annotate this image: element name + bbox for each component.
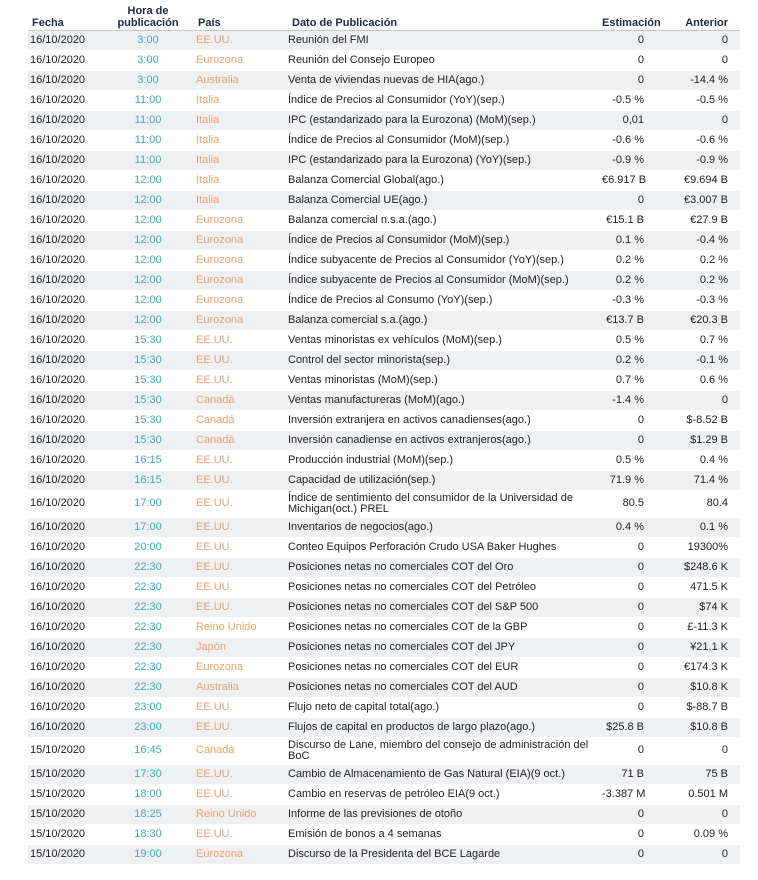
row-country: EE.UU. (188, 470, 280, 490)
row-previous: 0.501 M (670, 784, 740, 804)
table-row[interactable] (28, 230, 740, 250)
row-estimate: 0 (598, 804, 670, 824)
row-estimate: 0 (598, 697, 670, 717)
row-time: 22:30 (108, 597, 188, 617)
row-previous: 0 (670, 804, 740, 824)
row-country: Eurozona (188, 657, 280, 677)
row-country: Italia (188, 170, 280, 190)
row-estimate: 0 (598, 30, 670, 50)
row-date: 16/10/2020 (28, 350, 108, 370)
row-previous: -0.6 % (670, 130, 740, 150)
row-estimate: 0 (598, 657, 670, 677)
row-event: IPC (estandarizado para la Eurozona) (MoM)(sep.) (280, 110, 598, 130)
table-row[interactable] (28, 697, 740, 717)
row-date: 16/10/2020 (28, 410, 108, 430)
table-row[interactable] (28, 470, 740, 490)
calendar-table (28, 0, 740, 865)
table-row[interactable] (28, 350, 740, 370)
row-date: 16/10/2020 (28, 330, 108, 350)
row-estimate: 0,01 (598, 110, 670, 130)
row-estimate: 0 (598, 410, 670, 430)
row-previous: 19300% (670, 537, 740, 557)
row-previous: 0.1 % (670, 517, 740, 537)
table-row[interactable] (28, 150, 740, 170)
table-row[interactable] (28, 517, 740, 537)
row-event: Posiciones netas no comerciales COT del Oro (280, 557, 598, 577)
row-time: 15:30 (108, 410, 188, 430)
row-date: 16/10/2020 (28, 617, 108, 637)
row-event: Flujos de capital en productos de largo plazo(ago.) (280, 717, 598, 737)
row-date: 16/10/2020 (28, 230, 108, 250)
row-event: Reunión del FMI (280, 30, 598, 50)
table-row[interactable] (28, 290, 740, 310)
row-event: Índice de sentimiento del consumidor de la Universidad de Michigan(oct.) PREL (280, 490, 598, 517)
row-previous: €9.694 B (670, 170, 740, 190)
row-date: 16/10/2020 (28, 290, 108, 310)
row-event: Balanza comercial n.s.a.(ago.) (280, 210, 598, 230)
row-estimate: 0 (598, 677, 670, 697)
row-time: 15:30 (108, 430, 188, 450)
row-estimate: 0 (598, 824, 670, 844)
row-date: 15/10/2020 (28, 737, 108, 764)
row-time: 3:00 (108, 30, 188, 50)
row-event: Cambio en reservas de petróleo EIA(9 oct.) (280, 784, 598, 804)
row-date: 16/10/2020 (28, 537, 108, 557)
row-time: 22:30 (108, 657, 188, 677)
row-event: Flujo neto de capital total(ago.) (280, 697, 598, 717)
row-estimate: 0 (598, 190, 670, 210)
row-previous: 471.5 K (670, 577, 740, 597)
row-event: Discurso de Lane, miembro del consejo de administración del BoC (280, 737, 598, 764)
row-event: Índice de Precios al Consumo (YoY)(sep.) (280, 290, 598, 310)
row-country: EE.UU. (188, 537, 280, 557)
row-event: Inventarios de negocios(ago.) (280, 517, 598, 537)
row-event: IPC (estandarizado para la Eurozona) (YoY)(sep.) (280, 150, 598, 170)
row-estimate: -0.9 % (598, 150, 670, 170)
row-date: 16/10/2020 (28, 210, 108, 230)
row-estimate: €15.1 B (598, 210, 670, 230)
row-time: 12:00 (108, 290, 188, 310)
row-previous: $248.6 K (670, 557, 740, 577)
row-date: 15/10/2020 (28, 804, 108, 824)
row-time: 3:00 (108, 70, 188, 90)
row-time: 12:00 (108, 190, 188, 210)
row-estimate: 0 (598, 617, 670, 637)
row-estimate: €6.917 B (598, 170, 670, 190)
column-header-country[interactable]: País (198, 16, 221, 29)
row-country: Eurozona (188, 230, 280, 250)
row-date: 16/10/2020 (28, 70, 108, 90)
row-estimate: -0.5 % (598, 90, 670, 110)
row-country: Australia (188, 677, 280, 697)
row-previous: 71.4 % (670, 470, 740, 490)
row-country: Australia (188, 70, 280, 90)
row-date: 15/10/2020 (28, 784, 108, 804)
row-previous: €3.007 B (670, 190, 740, 210)
column-header-date[interactable]: Fecha (32, 16, 64, 29)
row-date: 16/10/2020 (28, 470, 108, 490)
row-event: Ventas minoristas (MoM)(sep.) (280, 370, 598, 390)
row-estimate: 71.9 % (598, 470, 670, 490)
row-previous: 0 (670, 50, 740, 70)
table-row[interactable] (28, 90, 740, 110)
row-estimate: 0 (598, 557, 670, 577)
row-country: Japón (188, 637, 280, 657)
row-date: 16/10/2020 (28, 637, 108, 657)
row-country: Italia (188, 190, 280, 210)
row-previous: -0.9 % (670, 150, 740, 170)
table-row[interactable] (28, 210, 740, 230)
column-header-estimate[interactable]: Estimación (602, 16, 661, 29)
row-time: 22:30 (108, 557, 188, 577)
table-row[interactable] (28, 330, 740, 350)
row-country: Eurozona (188, 250, 280, 270)
row-estimate: 0.5 % (598, 330, 670, 350)
row-event: Balanza Comercial Global(ago.) (280, 170, 598, 190)
row-country: Canadá (188, 430, 280, 450)
row-previous: -0.3 % (670, 290, 740, 310)
row-previous: $1.29 B (670, 430, 740, 450)
row-date: 16/10/2020 (28, 450, 108, 470)
row-estimate: -1.4 % (598, 390, 670, 410)
table-row[interactable] (28, 30, 740, 50)
row-time: 17:30 (108, 764, 188, 784)
row-event: Balanza comercial s.a.(ago.) (280, 310, 598, 330)
row-previous: 0.2 % (670, 250, 740, 270)
row-date: 16/10/2020 (28, 517, 108, 537)
row-event: Ventas minoristas ex vehículos (MoM)(sep.) (280, 330, 598, 350)
table-row[interactable] (28, 130, 740, 150)
row-previous: -14.4 % (670, 70, 740, 90)
row-time: 22:30 (108, 637, 188, 657)
row-estimate: 0 (598, 50, 670, 70)
row-country: Italia (188, 130, 280, 150)
column-header-time[interactable]: Hora de publicación (117, 4, 179, 29)
row-time: 15:30 (108, 390, 188, 410)
row-event: Inversión extranjera en activos canadienses(ago.) (280, 410, 598, 430)
row-event: Índice de Precios al Consumidor (MoM)(sep.) (280, 230, 598, 250)
row-country: EE.UU. (188, 517, 280, 537)
row-date: 16/10/2020 (28, 390, 108, 410)
row-previous: $10.8 K (670, 677, 740, 697)
row-estimate: 0.1 % (598, 230, 670, 250)
row-time: 11:00 (108, 150, 188, 170)
row-event: Discurso de la Presidenta del BCE Lagarde (280, 844, 598, 864)
row-estimate: 0.2 % (598, 350, 670, 370)
table-row[interactable] (28, 170, 740, 190)
row-event: Producción industrial (MoM)(sep.) (280, 450, 598, 470)
row-estimate: 80.5 (598, 490, 670, 517)
row-event: Índice subyacente de Precios al Consumidor (MoM)(sep.) (280, 270, 598, 290)
row-previous: -0.1 % (670, 350, 740, 370)
row-country: Reino Unido (188, 617, 280, 637)
row-date: 16/10/2020 (28, 50, 108, 70)
row-date: 16/10/2020 (28, 110, 108, 130)
row-event: Posiciones netas no comerciales COT de la GBP (280, 617, 598, 637)
row-time: 16:15 (108, 470, 188, 490)
row-estimate: -0.6 % (598, 130, 670, 150)
row-time: 12:00 (108, 170, 188, 190)
row-country: EE.UU. (188, 597, 280, 617)
table-row[interactable] (28, 597, 740, 617)
row-estimate: 0 (598, 597, 670, 617)
row-country: Italia (188, 150, 280, 170)
row-time: 12:00 (108, 230, 188, 250)
row-date: 16/10/2020 (28, 597, 108, 617)
row-date: 15/10/2020 (28, 764, 108, 784)
row-country: EE.UU. (188, 330, 280, 350)
row-date: 16/10/2020 (28, 250, 108, 270)
row-date: 16/10/2020 (28, 150, 108, 170)
row-event: Posiciones netas no comerciales COT del S&P 500 (280, 597, 598, 617)
table-row[interactable] (28, 537, 740, 557)
row-country: EE.UU. (188, 350, 280, 370)
row-date: 16/10/2020 (28, 270, 108, 290)
column-header-previous[interactable]: Anterior (685, 16, 728, 29)
table-row[interactable] (28, 737, 740, 764)
row-previous: £-11.3 K (670, 617, 740, 637)
row-estimate: 0.7 % (598, 370, 670, 390)
row-previous: ¥21.1 K (670, 637, 740, 657)
row-previous: €174.3 K (670, 657, 740, 677)
row-time: 12:00 (108, 310, 188, 330)
row-previous: 0 (670, 737, 740, 764)
row-previous: 0.7 % (670, 330, 740, 350)
column-header-event[interactable]: Dato de Publicación (292, 16, 398, 29)
row-estimate: $25.8 B (598, 717, 670, 737)
row-country: EE.UU. (188, 370, 280, 390)
row-time: 18:30 (108, 824, 188, 844)
row-country: Canadá (188, 410, 280, 430)
row-date: 16/10/2020 (28, 557, 108, 577)
table-row[interactable] (28, 764, 740, 784)
row-event: Balanza Comercial UE(ago.) (280, 190, 598, 210)
row-estimate: 0 (598, 70, 670, 90)
row-time: 18:00 (108, 784, 188, 804)
row-previous: 0 (670, 844, 740, 864)
row-previous: 0 (670, 390, 740, 410)
row-previous: 80.4 (670, 490, 740, 517)
table-row[interactable] (28, 490, 740, 517)
row-date: 16/10/2020 (28, 697, 108, 717)
row-country: Eurozona (188, 50, 280, 70)
row-previous: 75 B (670, 764, 740, 784)
row-previous: $10.8 B (670, 717, 740, 737)
table-row[interactable] (28, 50, 740, 70)
row-previous: 0.2 % (670, 270, 740, 290)
table-body (28, 30, 740, 864)
row-country: EE.UU. (188, 697, 280, 717)
table-row[interactable] (28, 450, 740, 470)
row-date: 16/10/2020 (28, 30, 108, 50)
row-event: Posiciones netas no comerciales COT del AUD (280, 677, 598, 697)
row-estimate: 0.4 % (598, 517, 670, 537)
row-time: 17:00 (108, 490, 188, 517)
table-row[interactable] (28, 617, 740, 637)
row-date: 15/10/2020 (28, 824, 108, 844)
table-row[interactable] (28, 637, 740, 657)
row-country: Italia (188, 110, 280, 130)
table-row[interactable] (28, 804, 740, 824)
row-date: 16/10/2020 (28, 90, 108, 110)
table-row[interactable] (28, 390, 740, 410)
row-previous: €20.3 B (670, 310, 740, 330)
row-event: Emisión de bonos a 4 semanas (280, 824, 598, 844)
row-time: 11:00 (108, 130, 188, 150)
economic-calendar (28, 0, 740, 865)
table-row[interactable] (28, 110, 740, 130)
table-row[interactable] (28, 270, 740, 290)
row-previous: 0.6 % (670, 370, 740, 390)
row-country: EE.UU. (188, 450, 280, 470)
row-previous: 0 (670, 110, 740, 130)
row-time: 23:00 (108, 717, 188, 737)
row-date: 16/10/2020 (28, 717, 108, 737)
row-date: 16/10/2020 (28, 430, 108, 450)
row-event: Capacidad de utilización(sep.) (280, 470, 598, 490)
row-date: 16/10/2020 (28, 310, 108, 330)
row-date: 16/10/2020 (28, 370, 108, 390)
table-row[interactable] (28, 190, 740, 210)
row-date: 16/10/2020 (28, 190, 108, 210)
row-time: 15:30 (108, 330, 188, 350)
row-event: Posiciones netas no comerciales COT del EUR (280, 657, 598, 677)
row-country: Eurozona (188, 210, 280, 230)
row-time: 11:00 (108, 110, 188, 130)
table-row[interactable] (28, 717, 740, 737)
row-previous: $74 K (670, 597, 740, 617)
row-estimate: 71 B (598, 764, 670, 784)
row-previous: -0.5 % (670, 90, 740, 110)
row-country: EE.UU. (188, 577, 280, 597)
row-date: 16/10/2020 (28, 677, 108, 697)
row-country: Canadá (188, 390, 280, 410)
row-event: Reunión del Consejo Europeo (280, 50, 598, 70)
table-header (28, 0, 740, 30)
table-row[interactable] (28, 250, 740, 270)
row-country: Canadá (188, 737, 280, 764)
row-country: EE.UU. (188, 824, 280, 844)
table-row[interactable] (28, 657, 740, 677)
row-event: Control del sector minorista(sep.) (280, 350, 598, 370)
row-country: EE.UU. (188, 784, 280, 804)
row-country: Reino Unido (188, 804, 280, 824)
row-country: EE.UU. (188, 557, 280, 577)
row-previous: 0 (670, 30, 740, 50)
row-time: 15:30 (108, 350, 188, 370)
row-estimate: 0 (598, 537, 670, 557)
table-row[interactable] (28, 410, 740, 430)
row-event: Informe de las previsiones de otoño (280, 804, 598, 824)
row-event: Cambio de Almacenamiento de Gas Natural (EIA)(9 oct.) (280, 764, 598, 784)
row-date: 15/10/2020 (28, 844, 108, 864)
row-time: 12:00 (108, 210, 188, 230)
row-time: 11:00 (108, 90, 188, 110)
row-estimate: 0.2 % (598, 250, 670, 270)
row-estimate: -3.387 M (598, 784, 670, 804)
row-event: Posiciones netas no comerciales COT del Petróleo (280, 577, 598, 597)
row-country: Eurozona (188, 310, 280, 330)
row-event: Índice de Precios al Consumidor (YoY)(sep.) (280, 90, 598, 110)
table-row[interactable] (28, 677, 740, 697)
row-time: 12:00 (108, 250, 188, 270)
table-row[interactable] (28, 430, 740, 450)
row-country: EE.UU. (188, 764, 280, 784)
row-estimate: -0.3 % (598, 290, 670, 310)
table-row[interactable] (28, 557, 740, 577)
row-estimate: 0 (598, 737, 670, 764)
row-estimate: 0 (598, 430, 670, 450)
row-estimate: €13.7 B (598, 310, 670, 330)
row-previous: -0.4 % (670, 230, 740, 250)
row-previous: 0.09 % (670, 824, 740, 844)
row-event: Conteo Equipos Perforación Crudo USA Baker Hughes (280, 537, 598, 557)
row-estimate: 0.5 % (598, 450, 670, 470)
row-event: Venta de viviendas nuevas de HIA(ago.) (280, 70, 598, 90)
row-time: 19:00 (108, 844, 188, 864)
row-time: 22:30 (108, 677, 188, 697)
row-event: Ventas manufactureras (MoM)(ago.) (280, 390, 598, 410)
table-row[interactable] (28, 844, 740, 864)
table-row[interactable] (28, 577, 740, 597)
table-row[interactable] (28, 824, 740, 844)
row-previous: $-88.7 B (670, 697, 740, 717)
row-date: 16/10/2020 (28, 130, 108, 150)
row-time: 20:00 (108, 537, 188, 557)
row-event: Índice subyacente de Precios al Consumidor (YoY)(sep.) (280, 250, 598, 270)
row-time: 22:30 (108, 577, 188, 597)
row-estimate: 0 (598, 577, 670, 597)
row-estimate: 0 (598, 844, 670, 864)
row-previous: $-8.52 B (670, 410, 740, 430)
table-row[interactable] (28, 310, 740, 330)
row-time: 3:00 (108, 50, 188, 70)
row-country: EE.UU. (188, 30, 280, 50)
row-country: Eurozona (188, 844, 280, 864)
row-date: 16/10/2020 (28, 657, 108, 677)
row-country: EE.UU. (188, 490, 280, 517)
row-time: 16:45 (108, 737, 188, 764)
row-country: Eurozona (188, 270, 280, 290)
row-estimate: 0.2 % (598, 270, 670, 290)
row-time: 12:00 (108, 270, 188, 290)
row-date: 16/10/2020 (28, 490, 108, 517)
row-time: 22:30 (108, 617, 188, 637)
row-time: 17:00 (108, 517, 188, 537)
row-date: 16/10/2020 (28, 577, 108, 597)
row-time: 23:00 (108, 697, 188, 717)
row-country: EE.UU. (188, 717, 280, 737)
row-time: 15:30 (108, 370, 188, 390)
row-estimate: 0 (598, 637, 670, 657)
row-previous: €27.9 B (670, 210, 740, 230)
table-row[interactable] (28, 70, 740, 90)
row-event: Inversión canadiense en activos extranjeros(ago.) (280, 430, 598, 450)
row-event: Posiciones netas no comerciales COT del JPY (280, 637, 598, 657)
row-event: Índice de Precios al Consumidor (MoM)(sep.) (280, 130, 598, 150)
row-time: 18:25 (108, 804, 188, 824)
table-row[interactable] (28, 370, 740, 390)
row-previous: 0.4 % (670, 450, 740, 470)
table-row[interactable] (28, 784, 740, 804)
row-date: 16/10/2020 (28, 170, 108, 190)
row-country: Italia (188, 90, 280, 110)
row-time: 16:15 (108, 450, 188, 470)
row-country: Eurozona (188, 290, 280, 310)
